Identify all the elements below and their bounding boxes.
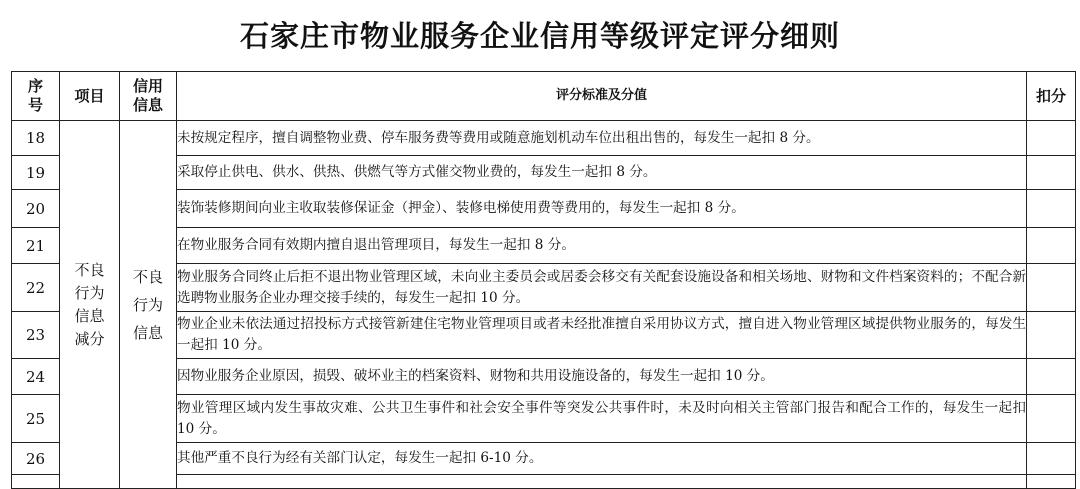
header-criteria: 评分标准及分值 (177, 72, 1027, 121)
header-deduction: 扣分 (1027, 72, 1076, 121)
page-title: 石家庄市物业服务企业信用等级评定评分细则 (239, 19, 840, 53)
row-criteria: 采取停止供电、供水、供热、供燃气等方式催交物业费的，每发生一起扣 8 分。 (177, 156, 1027, 190)
group-item-label: 不良行为信息减分 (74, 260, 105, 348)
header-seq-label: 序号 (27, 77, 43, 114)
header-credit-info (120, 72, 177, 121)
group-item-cell (60, 121, 120, 489)
group-credit-label: 不良行为信息 (132, 267, 163, 342)
header-row (12, 72, 1076, 121)
row-criteria: 其他严重不良行为经有关部门认定，每发生一起扣 6-10 分。 (177, 443, 1027, 475)
group-credit-cell (120, 121, 177, 489)
row-seq: 22 (12, 264, 60, 312)
row-criteria: 因物业服务企业原因，损毁、破坏业主的档案资料、财物和共用设施设备的，每发生一起扣 10 分。 (177, 359, 1027, 395)
header-item: 项目 (60, 72, 120, 121)
row-seq: 20 (12, 190, 60, 228)
row-seq (12, 475, 60, 489)
row-deduction (1027, 475, 1076, 489)
row-seq: 24 (12, 359, 60, 395)
row-deduction (1027, 228, 1076, 264)
row-criteria: 物业企业未依法通过招投标方式接管新建住宅物业管理项目或者未经批准擅自采用协议方式，擅自进入物业管理区域提供物业服务的，每发生一起扣 10 分。 (177, 312, 1027, 359)
row-criteria: 在物业服务合同有效期内擅自退出管理项目，每发生一起扣 8 分。 (177, 228, 1027, 264)
row-seq: 23 (12, 312, 60, 359)
row-deduction (1027, 359, 1076, 395)
row-seq: 21 (12, 228, 60, 264)
row-deduction (1027, 443, 1076, 475)
row-deduction (1027, 156, 1076, 190)
row-criteria: 未按规定程序，擅自调整物业费、停车服务费等费用或随意施划机动车位出租出售的，每发生一起扣 8 分。 (177, 121, 1027, 156)
row-criteria: 物业服务合同终止后拒不退出物业管理区域，未向业主委员会或居委会移交有关配套设施设备和相关场地、财物和文件档案资料的；不配合新选聘物业服务企业办理交接手续的，每发生一起扣 10 分。 (177, 264, 1027, 312)
row-deduction (1027, 121, 1076, 156)
header-credit-info-label: 信用信息 (132, 77, 163, 114)
row-seq: 26 (12, 443, 60, 475)
row-deduction (1027, 264, 1076, 312)
row-criteria: 物业管理区域内发生事故灾难、公共卫生事件和社会安全事件等突发公共事件时，未及时向相关主管部门报告和配合工作的，每发生一起扣 10 分。 (177, 395, 1027, 443)
row-seq: 19 (12, 156, 60, 190)
row-deduction (1027, 395, 1076, 443)
table-row (12, 121, 1076, 156)
row-criteria: 装饰装修期间向业主收取装修保证金（押金）、装修电梯使用费等费用的，每发生一起扣 8 分。 (177, 190, 1027, 228)
header-seq (12, 72, 60, 121)
row-deduction (1027, 312, 1076, 359)
row-seq: 25 (12, 395, 60, 443)
row-deduction (1027, 190, 1076, 228)
row-seq: 18 (12, 121, 60, 156)
scoring-table (11, 71, 1076, 489)
row-criteria (177, 475, 1027, 489)
